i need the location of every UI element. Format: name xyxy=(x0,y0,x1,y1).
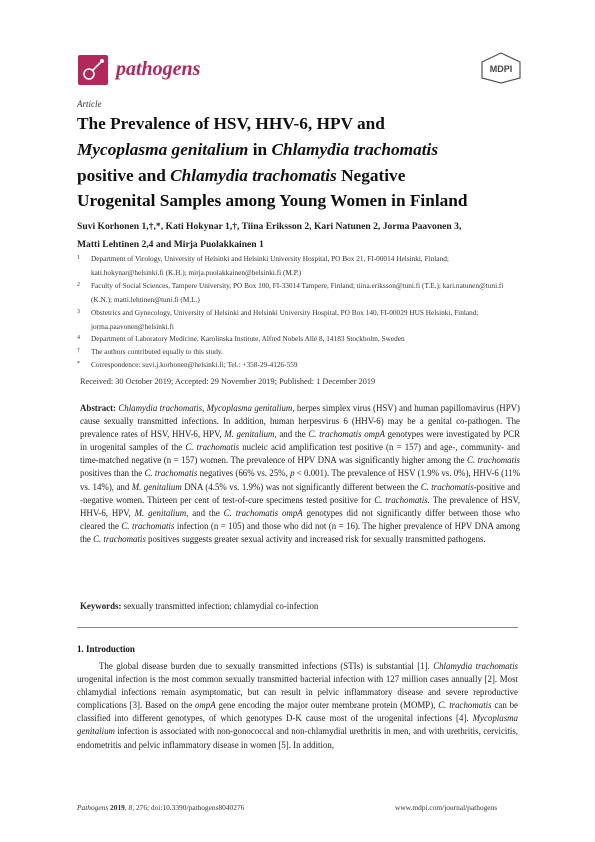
publication-dates: Received: 30 October 2019; Accepted: 29 November 2019; Published: 1 December 2019 xyxy=(80,377,376,386)
affiliation-1: 1 Department of Virology, University of Helsinki and Helsinki University Hospital, PO Box 21, FI-00014 Helsinki, Finland; kati.hokynar@helsinki.fi (K.H.); mirja.puolakkainen@helsinki.fi (M.P.) xyxy=(77,254,449,277)
title-line-1: The Prevalence of HSV, HHV-6, HPV and xyxy=(77,114,385,133)
footer-citation: Pathogens 2019, 8, 276; doi:10.3390/pathogens8040276 xyxy=(77,803,245,812)
affiliation-2: 2 Faculty of Social Sciences, Tampere University, PO Box 100, FI-33014 Tampere, Finland; tiina.eriksson@tuni.fi (T.E.); kari.natunen@tuni.fi (K.N.); matti.lehtinen@tuni.fi (M.L.) xyxy=(77,281,504,304)
title-line-4: Urogenital Samples among Young Women in Finland xyxy=(77,191,468,211)
correspondence-note: * Correspondence: suvi.j.korhonen@helsinki.fi; Tel.: +358-29-4126-559 xyxy=(77,360,298,369)
authors-line-1: Suvi Korhonen 1,†,*, Kati Hokynar 1,†, Tiina Eriksson 2, Kari Natunen 2, Jorma Paavonen 3, xyxy=(77,221,462,232)
section-divider xyxy=(77,627,518,628)
paper-title xyxy=(77,111,517,214)
author-list xyxy=(77,218,517,254)
keywords: Keywords: sexually transmitted infection; chlamydial co-infection xyxy=(80,601,319,611)
mdpi-logo xyxy=(480,52,522,84)
svg-text:MDPI: MDPI xyxy=(489,64,513,74)
abstract: Abstract: Chlamydia trachomatis, Mycoplasma genitalium, herpes simplex virus (HSV) and human papillomavirus (HPV) cause sexually transmitted infections. In addition, human herpesvirus 6 (HHV-6) may be a genital co-pathogen. The prevalence rates of HSV, HHV-6, HPV, M. genitalium, and the C. trachomatis ompA genotypes were investigated by PCR in urogenital samples of the C. trachomatis nucleic acid amplification test positive (n = 157) and age-, community- and time-matched negative (n = 157) women. The prevalence of HPV DNA was significantly higher among the C. trachomatis positives than the C. trachomatis negatives (66% vs. 25%, p < 0.001). The prevalence of HSV (1.9% vs. 0%), HHV-6 (11% vs. 14%), and M. genitalium DNA (4.5% vs. 1.9%) was not significantly different between the C. trachomatis-positive and -negative women. Thirteen per cent of test-of-cure specimens tested positive for C. trachomatis. The prevalence of HSV, HHV-6, HPV, M. genitalium, and the C. trachomatis ompA genotypes did not significantly differ between those who cleared the C. trachomatis infection (n = 105) and those who did not (n = 16). The higher prevalence of HPV DNA among the C. trachomatis positives suggests greater sexual activity and increased risk for sexually transmitted pathogens. xyxy=(80,403,521,544)
affiliation-3: 3 Obstetrics and Gynecology, University of Helsinki and Helsinki University Hospital, PO Box 140, FI-00029 HUS Helsinki, Finland; jorma.paavonen@helsinki.fi xyxy=(77,308,479,331)
title-line-3: positive and Chlamydia trachomatis Negative xyxy=(77,165,406,185)
equal-contribution-note: † The authors contributed equally to this study. xyxy=(77,347,223,356)
title-line-2: Mycoplasma genitalium in Chlamydia trachomatis xyxy=(77,139,439,159)
footer-journal-url[interactable]: www.mdpi.com/journal/pathogens xyxy=(395,803,498,812)
article-type: Article xyxy=(77,99,102,109)
authors-line-2: Matti Lehtinen 2,4 and Mirja Puolakkainen 1 xyxy=(77,239,264,250)
affiliation-4: 4 Department of Laboratory Medicine, Karolinska Institute, Alfred Nobels Allé 8, 14183 Stockholm, Sweden xyxy=(77,334,405,343)
journal-logo-icon xyxy=(78,55,108,85)
journal-name: pathogens xyxy=(116,58,201,80)
introduction-paragraph: The global disease burden due to sexually transmitted infections (STIs) is substantial [1]. Chlamydia trachomatis urogenital infection is the most common sexually transmitted bacterial infection with 127 million cases annually [2]. Most chlamydial infections remain asymptomatic, but can result in pelvic inflammatory disease and severe reproductive complications [3]. Based on the ompA gene encoding the major outer membrane protein (MOMP), C. trachomatis can be classified into different genotypes, of which genotypes D-K cause most of the urogenital infections [4]. Mycoplasma genitalium infection is associated with non-gonococcal and non-chlamydial urethritis in men, and with urethritis, cervicitis, endometritis and pelvic inflammatory disease in women [5]. In addition, xyxy=(77,661,518,750)
section-heading-introduction: 1. Introduction xyxy=(77,644,135,654)
